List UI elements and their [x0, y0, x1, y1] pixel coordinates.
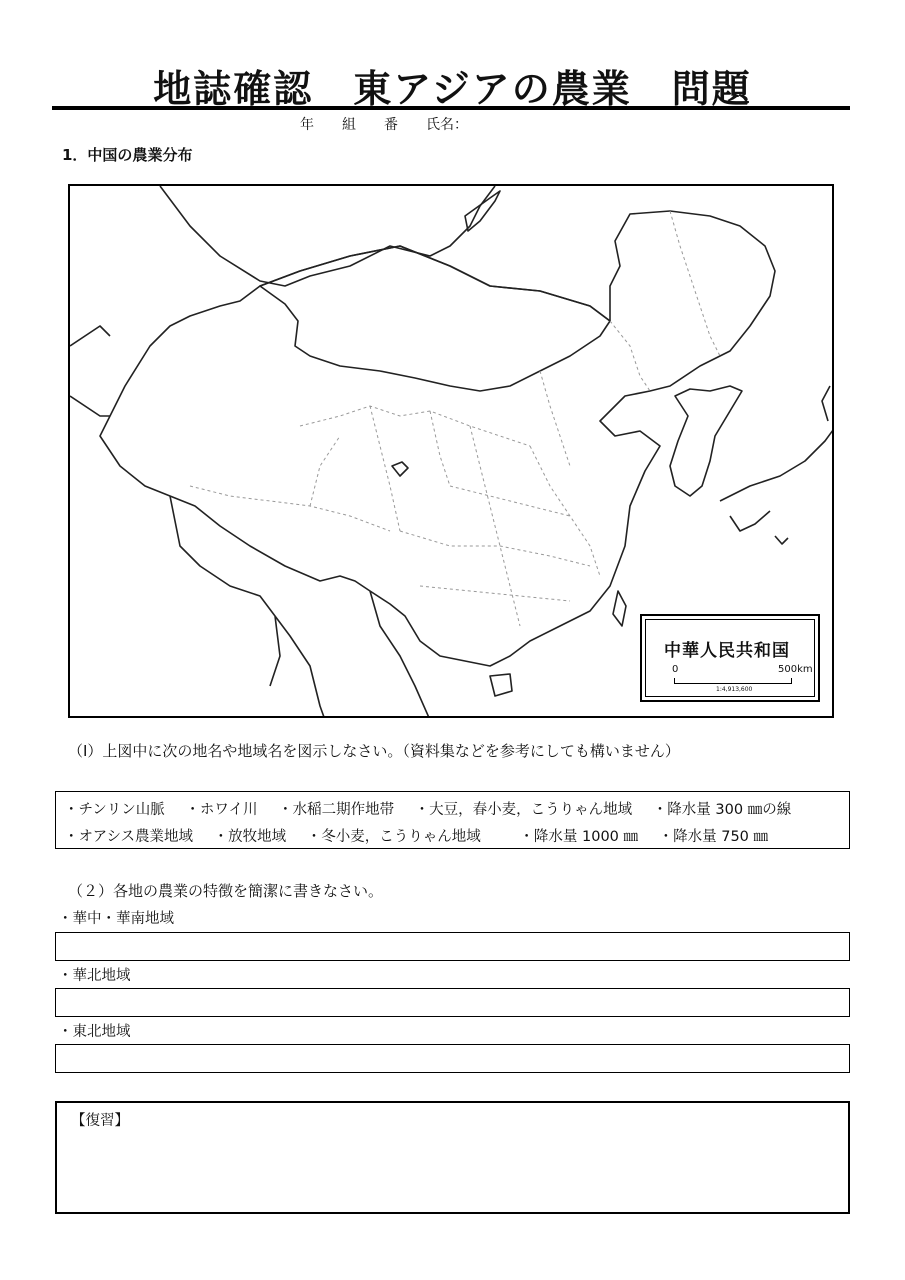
answer-box-central-south[interactable]	[55, 932, 850, 961]
scale-end-label: 500km	[778, 664, 813, 675]
word-item: ・降水量 1000 ㎜	[519, 829, 639, 845]
page-title: 地誌確認 東アジアの農業 問題	[153, 67, 752, 111]
answer-box-northeast[interactable]	[55, 1044, 850, 1073]
legend-title: 中華人民共和国	[664, 641, 790, 661]
hokkaido-coast	[822, 386, 830, 421]
word-bank-row-1	[64, 798, 807, 819]
hainan	[490, 674, 512, 696]
word-item: ・冬小麦，こうりゃん地域	[306, 829, 481, 845]
word-item: ・水稲二期作地帯	[278, 802, 395, 818]
student-info-line: 年 組 番 氏名：	[300, 117, 468, 133]
word-bank-row-2	[64, 825, 784, 846]
word-item: ・大豆，春小麦，こうりゃん地域	[414, 802, 633, 818]
scale-bar	[674, 678, 792, 684]
scale-ratio: 1:4,913,600	[716, 686, 753, 693]
word-item: ・ホワイ川	[185, 802, 258, 818]
title-rule	[52, 106, 850, 110]
province-borders-east	[400, 211, 720, 626]
word-item: ・オアシス農業地域	[64, 829, 194, 845]
region-label-north: ・華北地域	[58, 968, 131, 984]
region-label-northeast: ・東北地域	[58, 1024, 131, 1040]
word-item: ・チンリン山脈	[64, 802, 165, 818]
review-label: 【復習】	[71, 1113, 129, 1129]
region-label-central-south: ・華中・華南地域	[58, 911, 174, 927]
answer-box-north[interactable]	[55, 988, 850, 1017]
map-legend	[640, 614, 820, 702]
china-map	[68, 184, 834, 718]
word-item: ・降水量 300 ㎜の線	[652, 802, 792, 818]
japan-islands	[720, 426, 834, 544]
word-item: ・降水量 750 ㎜	[658, 829, 769, 845]
west-border	[70, 326, 110, 416]
province-borders-west	[190, 406, 530, 531]
coastline-north	[160, 186, 495, 286]
word-item: ・放牧地域	[213, 829, 287, 845]
section-heading: 1．中国の農業分布	[62, 146, 193, 164]
scale-start-label: 0	[672, 664, 679, 675]
china-border	[100, 211, 775, 666]
question1-prompt: （Ⅰ）上図中に次の地名や地域名を図示しなさい。（資料集などを参考にしても構いません）	[68, 742, 680, 760]
korea-peninsula	[670, 386, 742, 496]
question2-prompt: （２）各地の農業の特徴を簡潔に書きなさい。	[68, 882, 384, 900]
word-bank	[55, 791, 850, 849]
legend-inner-frame	[645, 619, 815, 697]
review-box[interactable]	[55, 1101, 850, 1214]
taiwan	[613, 591, 626, 626]
qinghai-lake	[392, 462, 408, 476]
south-asia-border	[170, 496, 430, 718]
